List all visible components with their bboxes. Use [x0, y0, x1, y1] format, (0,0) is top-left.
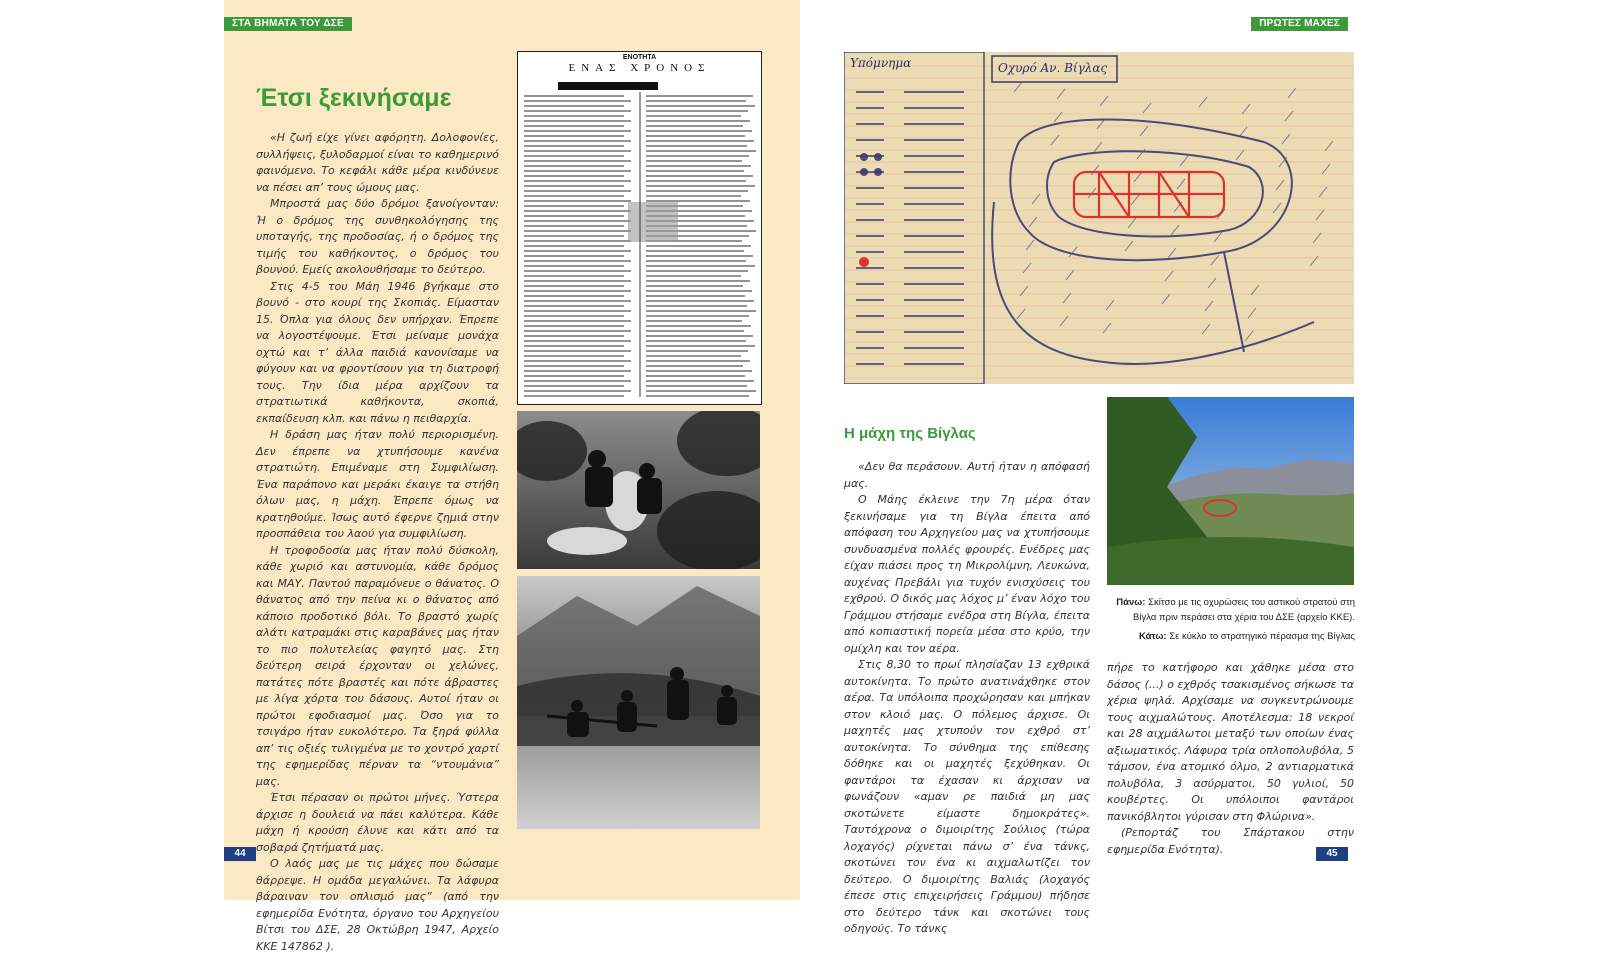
vigla-landscape-photo [1107, 397, 1354, 585]
page-title: Έτσι ξεκινήσαμε [256, 84, 452, 112]
paragraph: «Η ζωή είχε γίνει αφόρητη. Δολοφονίες, συλλήψεις, ξυλοδαρμοί είναι το καθημερινό φαινόμενο. Το κεφάλι κάθε μέρα κινδύνευε να πέσει απ’ τους ώμους μας. [256, 131, 499, 194]
section-header-tag: ΠΡΩΤΕΣ ΜΑΧΕΣ [1251, 17, 1348, 31]
paragraph: «Δεν θα περάσουν. Αυτή ήταν η απόφασή μας. [844, 460, 1090, 490]
caption-bottom-label: Κάτω: [1138, 631, 1167, 642]
newspaper-masthead: ΕΝΟΤΗΤΑ [622, 54, 657, 61]
page-number: 45 [1316, 847, 1348, 861]
paragraph: (Ρεπορτάζ του Σπάρτακου στην εφημερίδα Ενότητα). [1107, 826, 1354, 856]
caption-top-label: Πάνω: [1116, 597, 1146, 608]
section-title: Η μάχη της Βίγλας [844, 425, 976, 442]
partisans-photo-2 [517, 576, 760, 829]
left-page [224, 0, 800, 953]
paragraph: Μπροστά μας δύο δρόμοι ξανοίγονταν: Ή ο δρόμος της συνθηκολόγησης της υποταγής, της προδοσίας, ή ο δρόμος της τιμής του καθήκοντος, ο δρόμος του βουνού. Εμείς ακολουθήσαμε το δεύτερο. [256, 197, 499, 276]
paragraph: Έτσι πέρασαν οι πρώτοι μήνες. Ύστερα άρχισε η δουλειά να πάει καλύτερα. Κάθε μάχη ή κρούση έλυνε και κάτι από τα σοβαρά ζητήματά μας. [256, 791, 499, 854]
fortification-sketch-map [844, 52, 1354, 384]
page-number: 44 [224, 847, 256, 861]
paragraph: Στις 4-5 του Μάη 1946 βγήκαμε στο βουνό - στο κουρί της Σκοπιάς. Είμασταν 15. Όπλα για όλους δεν υπήρχαν. Έπρεπε να λογοστέψουμε. Έτσι μείναμε μονάχα οχτώ και τ’ άλλα παιδιά κανονίσαμε να φύγουν και να φροντίσουν για τη διατροφή τους. Την ίδια μέρα αρχίζουν τα στρατιωτικά καθήκοντα, σκοπιά, εκπαίδευση κλπ. και πάνω η πειθαρχία. [256, 279, 499, 425]
paragraph: Ο λαός μας με τις μάχες που δώσαμε θάρρεψε. Η ομάδα μεγαλώνει. Τα λάφυρα βάραιναν τον οπλισμό μας” (από την εφημερίδα Ενότητα, όργανο του Αρχηγείου Βίτσι του ΔΣΕ, 28 Οκτώβρη 1947, Αρχείο ΚΚΕ 147862 ). [256, 857, 499, 953]
paragraph: Η δράση μας ήταν πολύ περιορισμένη. Δεν έπρεπε να χτυπήσουμε κανένα στρατιώτη. Επιμέναμε στη Συμφιλίωση. Ένα παράπονο και μεράκι έκαιγε τα στήθη όλων μας, η μάχη. Έπρεπε όμως να κρατηθούμε. Ίσως αυτό έφερνε ζημιά στην προσπάθεια του λαού για συμφιλίωση. [256, 428, 499, 540]
photo-caption [1100, 595, 1355, 644]
newspaper-heading: ΕΝΑΣ ΧΡΟΝΟΣ [568, 62, 711, 74]
paragraph: Στις 8,30 το πρωί πλησίαζαν 13 εχθρικά αυτοκίνητα. Το πρώτο ανατινάχθηκε στον αέρα. Τα υπόλοιπα προχώρησαν και μπήκαν στον κλοιό μας. Ο πόλεμος άρχισε. Οι μαχητές μας χτυπούν τον εχθρό στ’ αυτοκίνητα. Το σύνθημα της επίθεσης δόθηκε και οι μαχητές ξεχύθηκαν. Οι φαντάροι τα έχασαν κι άρχισαν να φωνάζουν «αμαν ρε παιδιά μη μας σκοτώνετε είμαστε δημοκράτες». Ταυτόχρονα ο διμοιρίτης Σούλιος (τώρα λοχαγός) ρίχνεται πάνω σ’ ένα τάνκς, σκοτώνει τον ένα κι αιχμαλωτίζει τον δεύτερο. Ο διμοιρίτης Βαλιάς (λοχαγός έπεσε στις επιχειρήσεις Γράμμου) πήδησε στο δεύτερο τάνκ και σκοτώνει τους οδηγούς. Το τάνκς [844, 658, 1090, 935]
article-body-col1 [844, 459, 1090, 938]
article-body-col2 [1107, 660, 1354, 858]
newspaper-scan [517, 51, 762, 405]
article-body [256, 130, 499, 955]
newspaper-text-texture [518, 52, 761, 404]
paragraph: Ο Μάης έκλεινε την 7η μέρα όταν ξεκινήσαμε για τη Βίγλα έπειτα από απόφαση του Αρχηγείου μας να χτυπήσουμε συνδυασμένα πολλές φρουρές. Ενέδρες μας είχαν πιάσει προς τη Μικρολίμνη, Λευκώνα, αυχένας Πρεβάλι για τυχόν ενισχύσεις του εχθρού. Ο δικός μας λόχος μ’ έναν λόχο του Γράμμου στήσαμε ενέδρα στη Βίγλα, έπειτα από κοπιαστική πορεία μέσα στο κρύο, την ομίχλη και τον αέρα. [844, 493, 1090, 655]
partisans-photo-1 [517, 411, 760, 569]
map-fort-label: Οχυρό Αν. Βίγλας [998, 61, 1108, 75]
section-header-tag: ΣΤΑ ΒΗΜΑΤΑ ΤΟΥ ΔΣΕ [224, 17, 352, 31]
paragraph: πήρε το κατήφορο και χάθηκε μέσα στο δάσος (...) ο εχθρός τσακισμένος σήκωσε τα χέρια ψηλά. Αρχίσαμε να συγκεντρώνουμε τους αιχμαλώτους. Αποτέλεσμα: 18 νεκροί και 28 αιχμάλωτοι μεταξύ των οποίων ένας αξιωματικός. Λάφυρα τρία οπλοπολυβόλα, 5 τάμσον, ένα ατομικό όλμο, 2 αντιαρματικά πολυβόλα, 3 ασύρματοι, 50 γυλιοί, 50 κουβέρτες. Οι υπόλοιποι φαντάροι πανικόβλητοι γύρισαν στη Φλώρινα». [1107, 661, 1355, 823]
map-legend-title: Υπόμνημα [850, 56, 912, 70]
right-page [800, 0, 1380, 935]
caption-top-text: Σκίτσο με τις οχυρώσεις του αστικού στρατού στη Βίγλα πριν περάσει στα χέρια του ΔΣΕ (αρχείο ΚΚΕ). [1133, 597, 1355, 623]
paragraph: Η τροφοδοσία μας ήταν πολύ δύσκολη, κάθε χωριό και αστυνομία, κάθε δρόμος και ΜΑΥ. Παντού παραμόνευε ο θάνατος. Ο θάνατος από την πείνα κι ο θάνατος από κάποιο προδοτικό βόλι. Το βραστό χωρίς αλάτι κατραμάκι στις καραβάνες μας ήταν το πιο πολυτελείας φαγητό μας. Στη δεύτερη σειρά έρχονταν οι χελώνες, πατάτες πότε βραστές και πότε άβραστες με λίγα χόρτα του δάσους. Αυτοί ήταν οι πρώτοι εφοδιασμοί μας. Όσο για το τσιγάρο ήταν ευκολότερο. Τα ξηρά φύλλα απ’ τις οξιές τυλιγμένα με το χοντρό χαρτί της εφημερίδας πέρναν τα “ντουμάνια” μας. [256, 543, 499, 788]
caption-bottom-text: Σε κύκλο το στρατηγικό πέρασμα της Βίγλας [1169, 631, 1355, 642]
